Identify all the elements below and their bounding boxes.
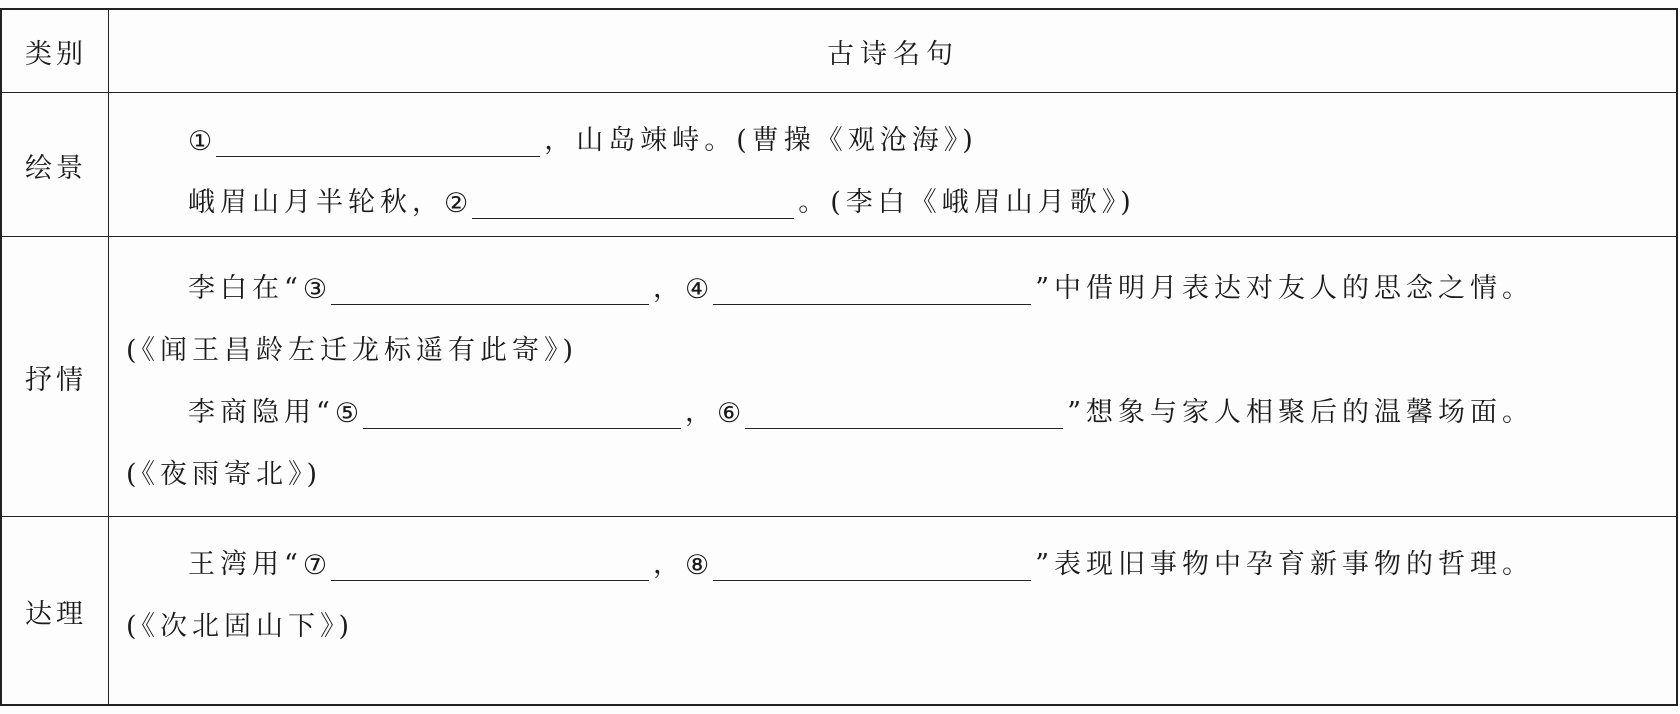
header-title-cell: 古诗名句 (827, 38, 959, 70)
source-line-3 (126, 328, 578, 367)
category-philosophy: 达理 (25, 598, 87, 630)
row-divider-emotion (2, 516, 1676, 517)
source-line-4 (126, 452, 322, 491)
fill-blank-2[interactable] (472, 188, 794, 219)
verse-text: ， (653, 549, 686, 580)
row-divider-header (2, 92, 1676, 93)
fill-blank-6[interactable] (745, 398, 1063, 429)
fill-blank-4[interactable] (713, 274, 1031, 305)
fill-blank-7[interactable] (331, 550, 649, 581)
header-category-cell: 类别 (25, 38, 87, 70)
category-emotion: 抒情 (25, 364, 87, 396)
fill-blank-3[interactable] (331, 274, 649, 305)
verse-text: ， (685, 397, 718, 428)
blank-number-6: ⑥ (717, 398, 742, 429)
verse-text: 。(李白《峨眉山月歌》) (798, 187, 1136, 218)
poetry-table (0, 8, 1678, 706)
blank-number-1: ① (188, 126, 213, 157)
source-line-5 (126, 604, 354, 643)
blank-number-4: ④ (685, 274, 710, 305)
source-text: (《闻王昌龄左迁龙标遥有此寄》) (126, 335, 579, 366)
verse-text: 李白在“ (188, 273, 303, 304)
fill-blank-1[interactable] (216, 126, 540, 157)
blank-number-7: ⑦ (302, 550, 328, 581)
blank-number-5: ⑤ (334, 398, 360, 429)
verse-line-5 (188, 542, 1534, 581)
verse-text: ”表现旧事物中孕育新事物的哲理。 (1035, 549, 1535, 580)
verse-line-1 (188, 118, 978, 157)
verse-text: ”中借明月表达对友人的思念之情。 (1035, 273, 1535, 304)
blank-number-8: ⑧ (685, 550, 710, 581)
verse-text: ”想象与家人相聚后的温馨场面。 (1067, 397, 1535, 428)
verse-text: ，山岛竦峙。(曹操《观沧海》) (544, 125, 978, 156)
verse-text: 李商隐用“ (188, 397, 335, 428)
row-divider-scenery (2, 236, 1676, 237)
verse-text: ， (653, 273, 686, 304)
verse-text: 王湾用“ (188, 549, 303, 580)
source-text: (《次北固山下》) (126, 611, 355, 642)
verse-line-2 (188, 180, 1136, 219)
verse-line-4 (188, 390, 1534, 429)
verse-line-3 (188, 266, 1534, 305)
blank-number-2: ② (444, 188, 469, 219)
blank-number-3: ③ (302, 274, 328, 305)
fill-blank-8[interactable] (713, 550, 1031, 581)
source-text: (《夜雨寄北》) (126, 459, 323, 490)
fill-blank-5[interactable] (363, 398, 681, 429)
verse-text: 峨眉山月半轮秋， (188, 187, 444, 218)
category-scenery: 绘景 (25, 152, 87, 184)
